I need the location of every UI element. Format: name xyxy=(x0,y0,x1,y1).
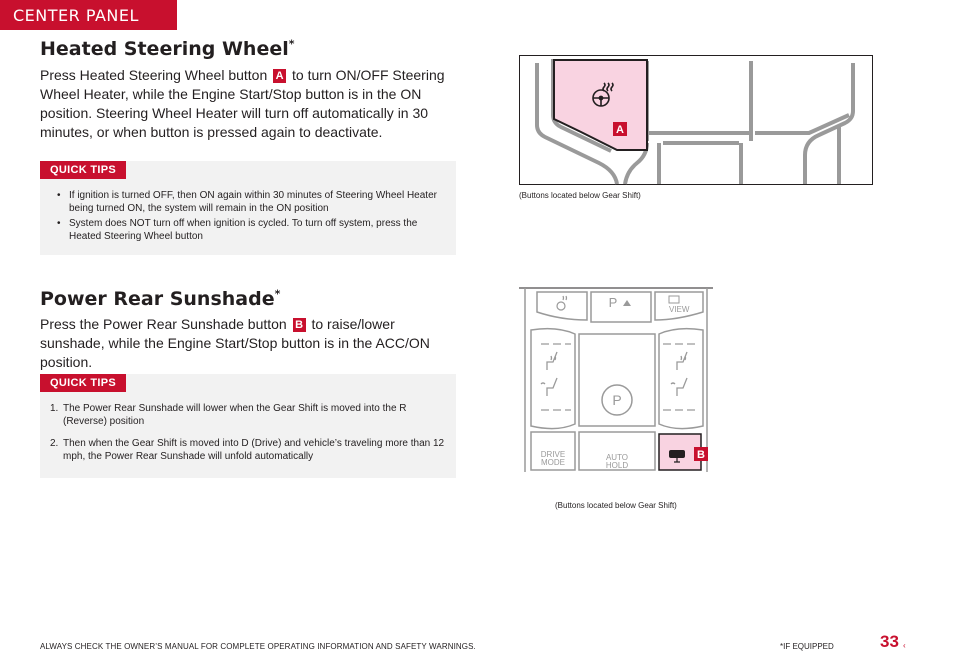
section-tab: CENTER PANEL xyxy=(0,0,177,30)
heated-wheel-description xyxy=(40,66,450,142)
heated-wheel-title xyxy=(40,38,295,60)
rear-sunshade-title-text: Power Rear Sunshade xyxy=(40,288,275,310)
tip-item xyxy=(50,437,450,463)
heated-seat-icon-right xyxy=(677,352,687,370)
rear-sunshade-tips-list xyxy=(50,402,450,465)
equipped-mark: * xyxy=(288,37,295,51)
view-label: VIEW xyxy=(669,305,690,314)
rear-sunshade-title xyxy=(40,288,280,310)
rear-sunshade-body-end: to raise/lower sunshade, while the Engine Start/Stop button is in the ACC/ON position. xyxy=(40,316,430,370)
heated-wheel-title-text: Heated Steering Wheel xyxy=(40,38,289,60)
equipped-note: *IF EQUIPPED xyxy=(780,642,834,651)
tip-text: System does NOT turn off when ignition is cycled. To turn off system, press the Heated Steering Wheel button xyxy=(69,218,418,242)
ventilated-seat-icon-right xyxy=(671,378,687,396)
tip-item xyxy=(55,217,450,243)
gear-shift-panel-illustration xyxy=(517,286,717,492)
tip-text: If ignition is turned OFF, then ON again within 30 minutes of Steering Wheel Heater being turned ON, the system will remain in the ON position xyxy=(69,190,437,214)
heated-wheel-body-end: to turn ON/OFF Steering Wheel Heater, while the Engine Start/Stop button is in the ON position. Steering Wheel Heater will turn off automatically in 30 minutes, or when button is pressed again to deactivate. xyxy=(40,67,445,140)
heated-wheel-body-start: Press Heated Steering Wheel button xyxy=(40,67,268,83)
drive-mode-label-line1: DRIVE xyxy=(540,450,566,459)
parking-brake-label: P xyxy=(612,392,622,408)
page-number: 33 xyxy=(880,632,899,651)
callout-a-label: A xyxy=(616,124,624,136)
drive-mode-label-line2: MODE xyxy=(541,458,565,467)
auto-hold-label-line2: HOLD xyxy=(605,461,629,470)
heated-wheel-caption: (Buttons located below Gear Shift) xyxy=(519,191,641,200)
tip-item xyxy=(50,402,450,428)
tip-text: Then when the Gear Shift is moved into D (Drive) and vehicle’s traveling more than 12 mph, the Power Rear Sunshade will unfold automatically xyxy=(63,438,445,462)
auto-hold-label-line1: AUTO xyxy=(605,453,629,462)
heated-wheel-tips-label: QUICK TIPS xyxy=(40,161,126,179)
tip-item xyxy=(55,189,450,215)
ventilated-seat-icon-left xyxy=(541,378,557,396)
tip-number: 2. xyxy=(50,438,59,449)
bullet: • xyxy=(57,190,61,201)
equipped-mark: * xyxy=(274,287,281,301)
park-assist-arrow-icon xyxy=(623,300,631,306)
tip-text: The Power Rear Sunshade will lower when the Gear Shift is moved into the R (Reverse) position xyxy=(63,403,407,427)
callout-b-label: B xyxy=(697,449,705,461)
rear-sunshade-body-start: Press the Power Rear Sunshade button xyxy=(40,316,287,332)
heated-wheel-tips-list xyxy=(55,189,450,245)
rear-sunshade-description xyxy=(40,315,450,372)
heated-wheel-small-icon xyxy=(557,296,567,310)
park-assist-icon: P xyxy=(608,295,618,310)
camera-view-icon xyxy=(669,296,679,303)
bullet: • xyxy=(57,218,61,229)
rear-sunshade-tips-label: QUICK TIPS xyxy=(40,374,126,392)
tip-number: 1. xyxy=(50,403,59,414)
page-marker: ‹ xyxy=(903,641,906,650)
heated-seat-icon-left xyxy=(547,352,557,370)
rear-sunshade-caption: (Buttons located below Gear Shift) xyxy=(555,501,677,510)
button-a-badge: A xyxy=(273,69,286,83)
safety-disclaimer: ALWAYS CHECK THE OWNER’S MANUAL FOR COMPLETE OPERATING INFORMATION AND SAFETY WARNINGS. xyxy=(40,642,476,651)
button-b-badge: B xyxy=(293,318,306,332)
heated-wheel-button-illustration xyxy=(519,55,873,185)
